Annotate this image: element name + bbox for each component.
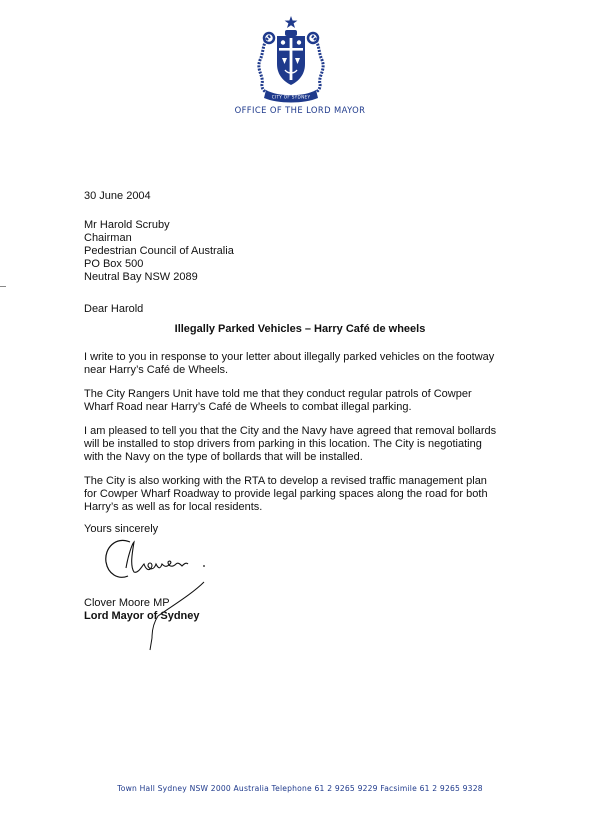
crest-loop-right [308,33,318,43]
crest-rope-right [310,36,323,94]
city-of-sydney-crest-icon [252,14,330,106]
paragraph-line: The City Rangers Unit have told me that they conduct regular patrols of Cowper [84,388,472,400]
crest-rope-left [259,36,272,94]
paragraph-line: Wharf Road near Harry’s Café de Wheels to combat illegal parking. [84,401,412,413]
office-of-lord-mayor: OFFICE OF THE LORD MAYOR [234,105,366,115]
recipient-position: Chairman [84,232,132,244]
paragraph-line: for Cowper Wharf Roadway to provide legal parking spaces along the road for both [84,488,488,500]
recipient-po-box: PO Box 500 [84,258,144,270]
crest-star [285,16,298,28]
signer-title: Lord Mayor of Sydney [84,610,200,622]
paragraph-line: with the Navy on the type of bollards that will be installed. [84,451,363,463]
recipient-organisation: Pedestrian Council of Australia [84,245,234,257]
closing: Yours sincerely [84,523,159,535]
paragraph-line: Harry’s as well as for local residents. [84,501,263,513]
paragraph-2 [84,388,484,414]
paragraph-1 [84,351,495,377]
paragraph-line: near Harry’s Café de Wheels. [84,364,229,376]
salutation: Dear Harold [84,303,144,315]
paragraph-line: will be installed to stop drivers from parking in this location. The City is negotiating [84,438,482,450]
signer-name: Clover Moore MP [84,597,170,609]
paragraph-4 [84,475,488,514]
crest-loop-left [264,33,274,43]
paragraph-line: The City is also working with the RTA to develop a revised traffic management plan [84,475,487,487]
letterhead-footer: Town Hall Sydney NSW 2000 Australia Telephone 61 2 9265 9229 Facsimile 61 2 9265 9328 [117,784,483,793]
paragraph-line: I am pleased to tell you that the City and the Navy have agreed that removal bollards [84,425,497,437]
letter-date: 30 June 2004 [84,190,151,202]
subject-line: Illegally Parked Vehicles – Harry Café de wheels [174,323,426,335]
crest-helmet [285,30,297,36]
paragraph-3 [84,425,497,464]
recipient-address [84,219,234,284]
recipient-suburb: Neutral Bay NSW 2089 [84,271,198,283]
paragraph-line: I write to you in response to your letter about illegally parked vehicles on the footway [84,351,495,363]
recipient-name: Mr Harold Scruby [84,219,170,231]
fold-mark [0,286,6,287]
crest-ribbon-text: CITY OF SYDNEY [271,94,311,100]
